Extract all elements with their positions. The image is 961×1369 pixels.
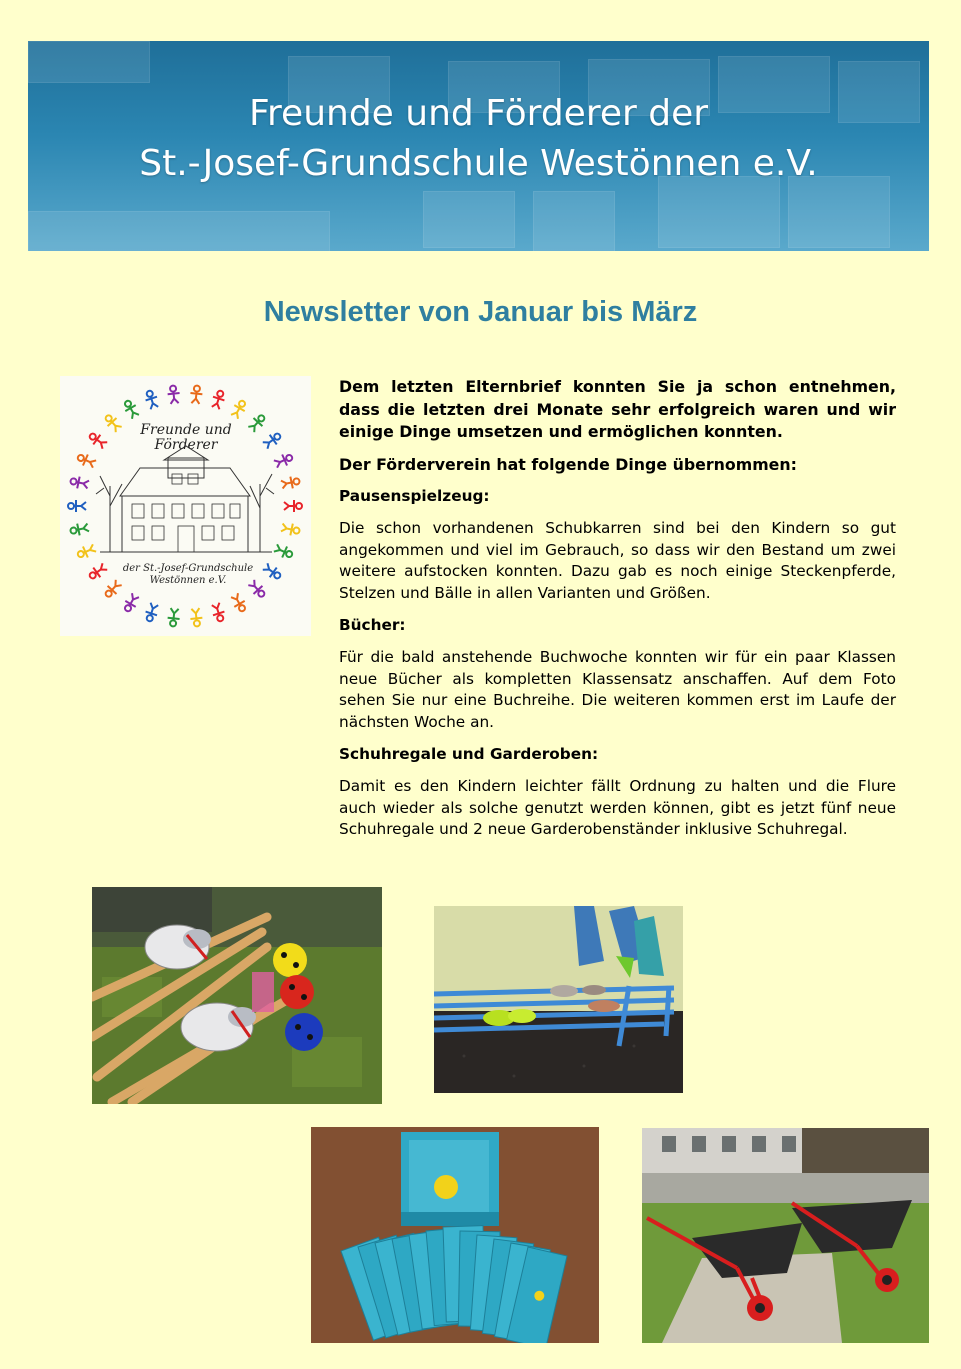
header-banner [28, 41, 929, 251]
hobby-horses-balls-photo [92, 887, 382, 1104]
association-logo [60, 376, 311, 636]
logo-text-line4: Westönnen e.V. [149, 575, 227, 586]
article-intro: Dem letzten Elternbrief konnten Sie ja schon entnehmen, dass die letzten drei Monate sehr erfolgreich waren und wir einige Dinge umsetzen und ermöglichen konnten. [339, 377, 896, 441]
books-photo [311, 1127, 599, 1343]
section-heading-toys: Pausenspielzeug: [339, 487, 490, 505]
shoe-rack-photo [434, 906, 683, 1093]
page-title: Newsletter von Januar bis März [263, 296, 698, 328]
header-title-line1: Freunde und Förderer der [248, 93, 709, 134]
logo-text-line3: der St.-Josef-Grundschule [122, 563, 254, 574]
article-lead: Der Förderverein hat folgende Dinge übernommen: [339, 454, 797, 474]
wheelbarrows-photo [642, 1128, 929, 1343]
article [339, 376, 896, 851]
section-text-shoe-racks: Damit es den Kindern leichter fällt Ordnung zu halten und die Flure auch wieder als solche genutzt werden können, gibt es jetzt fünf neue Schuhregale und 2 neue Garderobenständer inklusive Schuhregal. [339, 776, 896, 839]
section-heading-books: Bücher: [339, 615, 406, 634]
section-heading-shoe-racks: Schuhregale und Garderoben: [339, 744, 599, 763]
logo-graphic [60, 376, 311, 636]
section-text-books: Für die bald anstehende Buchwoche konnten wir für ein paar Klassen neue Bücher als kompletten Klassensatz anschaffen. Auf dem Foto sehen Sie nur eine Buchreihe. Die weiteren kommen erst im Laufe der nächsten Woche an. [339, 647, 896, 732]
header-title-line2: St.-Josef-Grundschule Westönnen e.V. [139, 143, 818, 184]
logo-text-line2: Förderer [154, 437, 218, 453]
logo-text-line1: Freunde und [140, 422, 232, 438]
header-title [28, 89, 929, 189]
section-text-toys: Die schon vorhandenen Schubkarren sind bei den Kindern so gut angekommen und viel im Gebrauch, so dass wir den Bestand um zwei weitere aufstocken konnten. Dazu gab es noch einige Steckenpferde, Stelzen und Bälle in allen Varianten und Größen. [339, 518, 896, 603]
